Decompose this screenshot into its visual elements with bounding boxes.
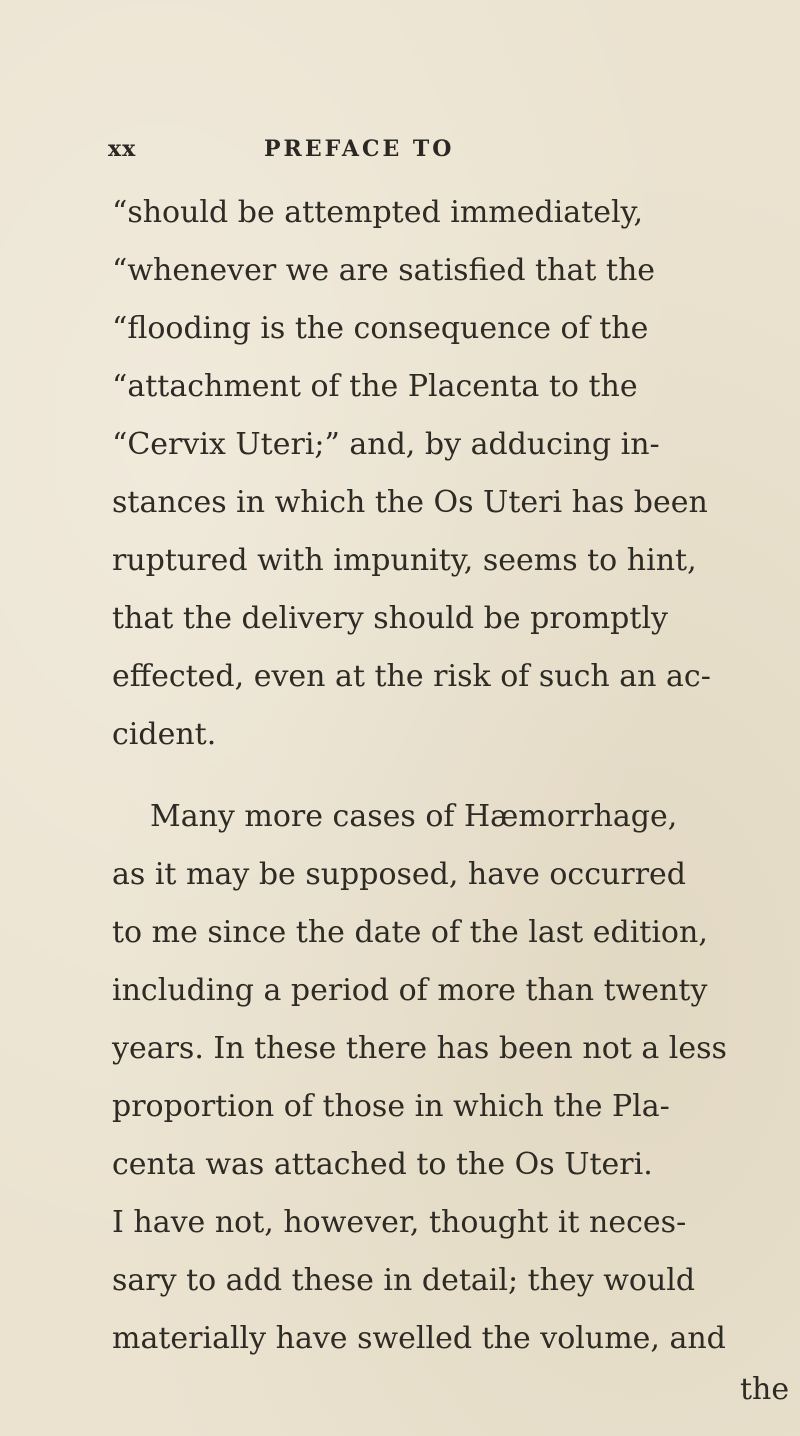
page-number: xx [108, 136, 137, 162]
text-line: cident. [112, 717, 217, 752]
text-line: “should be attempted immediately, [112, 195, 644, 230]
text-line: “whenever we are satisfied that the [112, 253, 656, 288]
text-line: “flooding is the consequence of the [112, 311, 649, 346]
text-line: proportion of those in which the Pla- [112, 1089, 670, 1124]
text-line: stances in which the Os Uteri has been [112, 485, 708, 520]
running-head: PREFACE TO [264, 136, 455, 162]
text-line: “Cervix Uteri;” and, by adducing in- [112, 427, 660, 462]
text-line: materially have swelled the volume, and [112, 1321, 726, 1356]
text-line: “attachment of the Placenta to the [112, 369, 638, 404]
text-line: that the delivery should be promptly [112, 601, 668, 636]
text-line: Many more cases of Hæmorrhage, [150, 799, 678, 834]
text-line: effected, even at the risk of such an ac- [112, 659, 711, 694]
text-line: years. In these there has been not a less [112, 1031, 727, 1066]
catchword: the [740, 1372, 790, 1407]
text-line: to me since the date of the last edition, [112, 915, 708, 950]
text-line: as it may be supposed, have occurred [112, 857, 686, 892]
text-line: sary to add these in detail; they would [112, 1263, 696, 1298]
text-line: ruptured with impunity, seems to hint, [112, 543, 697, 578]
text-line: including a period of more than twenty [112, 973, 708, 1008]
text-line: I have not, however, thought it neces- [112, 1205, 687, 1240]
text-line: centa was attached to the Os Uteri. [112, 1147, 653, 1182]
